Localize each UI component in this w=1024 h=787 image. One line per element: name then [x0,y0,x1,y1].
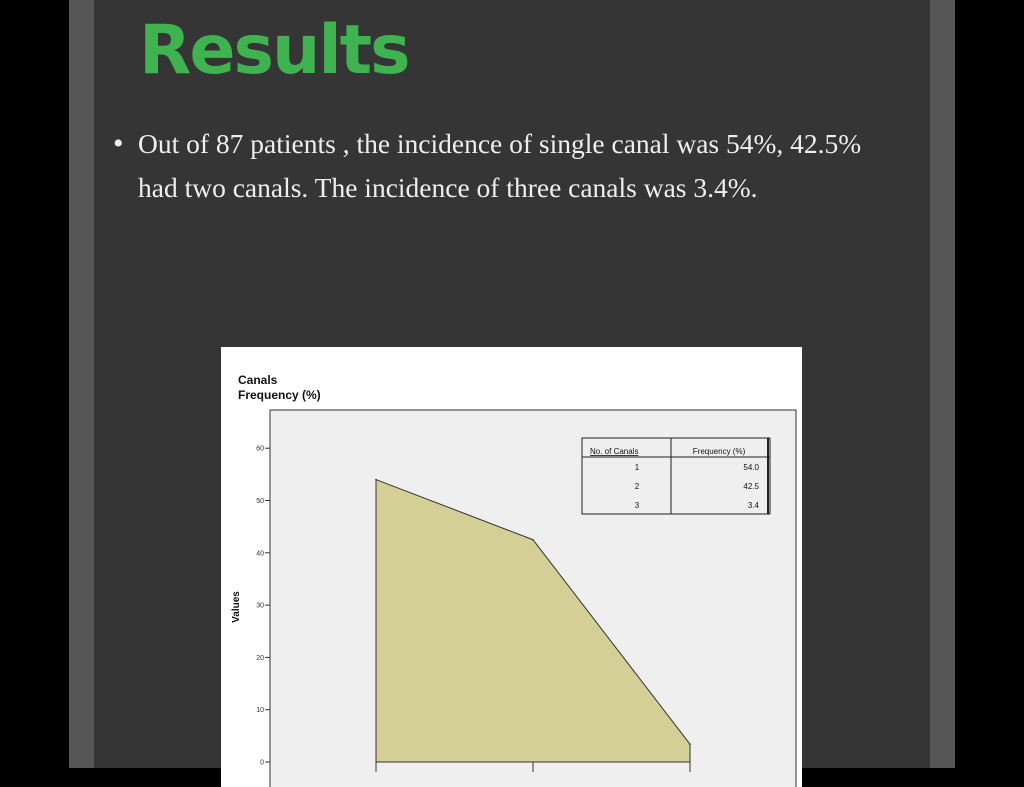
slide-title: Results [139,11,409,90]
data-point-2 [532,539,534,541]
bullet-dot-icon: • [113,127,124,160]
y-tick-label-0: 0 [260,759,264,767]
bullet-text: Out of 87 patients , the incidence of single canal was 54%, 42.5% had two canals. The incidence of three canals was 3.4%. [138,128,862,203]
y-tick-label-30: 30 [256,602,264,610]
table-cell-frequency-3: 3.4 [747,501,759,510]
table-header-frequency: Frequency (%) [692,447,746,456]
y-tick-label-40: 40 [256,550,264,558]
chart-label-line1: Canals [238,373,278,387]
chart-svg [221,347,802,787]
data-point-3 [689,743,691,745]
y-tick-label-50: 50 [256,498,264,505]
y-axis [256,446,270,767]
table-cell-frequency-2: 42.5 [743,482,759,491]
y-axis-label: Values [231,591,242,623]
table-cell-canals-1: 1 [634,463,640,472]
y-tick-label-60: 60 [256,445,264,453]
table-header-canals: No. of Canals [590,447,639,456]
chart-panel [221,347,802,787]
y-tick-label-20: 20 [256,654,264,662]
data-point-1 [375,479,377,481]
table-cell-canals-2: 2 [634,482,640,491]
y-tick-label-10: 10 [256,707,264,715]
table-cell-frequency-1: 54.0 [743,463,759,472]
chart-label-line2: Frequency (%) [238,388,321,402]
table-cell-canals-3: 3 [634,501,640,510]
